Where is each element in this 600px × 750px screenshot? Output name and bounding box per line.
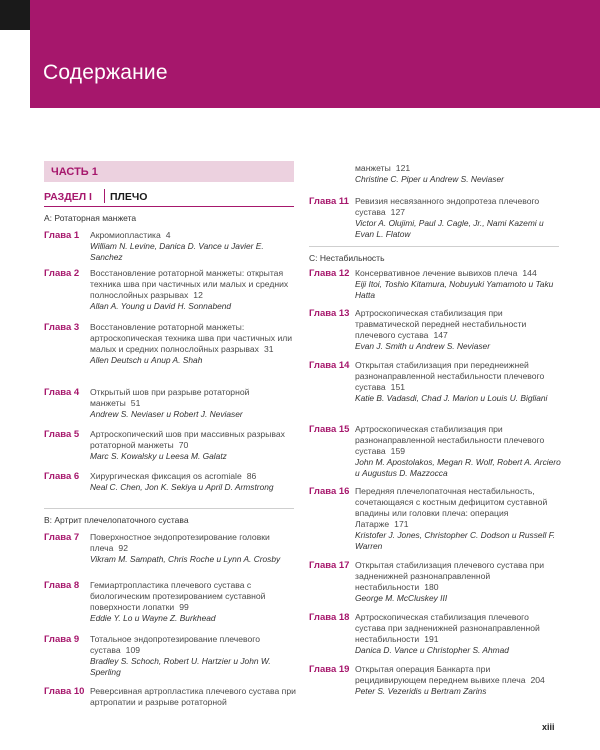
section-separator [309, 246, 559, 247]
section-underline [44, 206, 294, 207]
chapter-authors: Allen Deutsch и Anup A. Shah [90, 355, 203, 365]
chapter-title: Восстановление ротаторной манжеты: открытая техника шва при частичных или малых и средних полнослойных разрывах [90, 268, 289, 300]
chapter-authors: Danica D. Vance и Christopher S. Ahmad [355, 645, 509, 655]
chapter-label: Глава 16 [309, 486, 350, 497]
chapter-authors: Peter S. Vezeridis и Bertram Zarins [355, 686, 487, 696]
chapter-title: Консервативное лечение вывихов плеча [355, 268, 518, 278]
chapter-authors: Andrew S. Neviaser и Robert J. Neviaser [90, 409, 243, 419]
chapter-label: Глава 9 [44, 634, 80, 645]
chapter-authors: Allan A. Young и David H. Sonnabend [90, 301, 232, 311]
chapter-title: Артроскопический шов при массивных разрывах ротаторной манжеты [90, 429, 285, 450]
chapter-label: Глава 10 [44, 686, 85, 697]
chapter-page: 204 [530, 675, 545, 685]
chapter-authors: John M. Apostolakos, Megan R. Wolf, Robert A. Arciero и Augustus D. Mazzocca [355, 457, 561, 478]
chapter-authors: Kristofer J. Jones, Christopher C. Dodson и Russell F. Warren [355, 530, 555, 551]
chapter-authors: Eddie Y. Lo и Wayne Z. Burkhead [90, 613, 216, 623]
chapter-page: 127 [390, 207, 406, 217]
chapter-label: Глава 3 [44, 322, 80, 333]
chapter-title: Открытый шов при разрыве ротаторной манжеты [90, 387, 250, 408]
chapter-label: Глава 18 [309, 612, 350, 623]
chapter-page: 12 [193, 290, 203, 300]
chapter-title: Хирургическая фиксация os acromiale [90, 471, 242, 481]
chapter-title: Артроскопическая стабилизация при травматической передней нестабильности плечевого сустава [355, 308, 527, 340]
chapter-authors: Neal C. Chen, Jon K. Sekiya и April D. Armstrong [90, 482, 274, 492]
subhead-b: B: Артрит плечелопаточного сустава [44, 515, 189, 525]
chapter-page: 151 [390, 382, 406, 392]
chapter-authors: William N. Levine, Danica D. Vance и Javier E. Sanchez [90, 241, 264, 262]
chapter-title: Ревизия несвязанного эндопротеза плечевого сустава [355, 196, 540, 217]
page-number: xiii [542, 722, 555, 732]
section-separator [44, 508, 294, 509]
chapter-authors: Victor A. Olujimi, Paul J. Cagle, Jr., Nami Kazemi и Evan L. Flatow [355, 218, 544, 239]
chapter-label: Глава 11 [309, 196, 349, 207]
chapter-page: 51 [130, 398, 141, 408]
chapter-label: Глава 12 [309, 268, 350, 279]
chapter-label: Глава 8 [44, 580, 80, 591]
chapter-page: 121 [395, 163, 411, 173]
chapter-page: 86 [246, 471, 257, 481]
header-band [30, 0, 600, 108]
chapter-label: Глава 5 [44, 429, 80, 440]
chapter-page: 180 [424, 582, 439, 592]
part-banner [44, 161, 294, 182]
subhead-c: C: Нестабильность [309, 253, 385, 263]
chapter-label: Глава 15 [309, 424, 350, 435]
chapter-page: 159 [390, 446, 406, 456]
chapter-title: Открытая стабилизация при переднеижней разнонаправленной нестабильности плечевого сустава [355, 360, 545, 392]
chapter-authors: Evan J. Smith и Andrew S. Neviaser [355, 341, 490, 351]
chapter-page: 147 [433, 330, 448, 340]
chapter-title: Поверхностное эндопротезирование головки плеча [90, 532, 270, 553]
chapter-title: Открытая операция Банкарта при рецидивирующем переднем вывихе плеча [355, 664, 526, 685]
chapter-title: Восстановление ротаторной манжеты: артроскопическая техника шва при частичных или малых и средних полнослойных разрывах [90, 322, 293, 354]
chapter-authors: Marc S. Kowalsky и Leesa M. Galatz [90, 451, 227, 461]
chapter-page: 99 [179, 602, 189, 612]
part-label: ЧАСТЬ 1 [51, 166, 98, 178]
chapter-page: 109 [125, 645, 141, 655]
chapter-label: Глава 4 [44, 387, 80, 398]
chapter-label: Глава 1 [44, 230, 80, 241]
subhead-a: A: Ротаторная манжета [44, 213, 137, 223]
chapter-title: Артроскопическая стабилизация при разнонаправленной нестабильности плечевого сустава [355, 424, 545, 456]
chapter-label: Глава 19 [309, 664, 350, 675]
chapter-title: Передняя плечелопаточная нестабильность, сочетающаяся с костным дефицитом суставной впадины или головки плеча: операция Латарже [355, 486, 548, 529]
chapter-page: 31 [263, 344, 274, 354]
chapter-authors: Katie B. Vadasdi, Chad J. Marion и Louis U. Bigliani [355, 393, 548, 403]
chapter-label: Глава 17 [309, 560, 350, 571]
chapter-page: 191 [424, 634, 439, 644]
chapter-title: Реверсивная артропластика плечевого сустава при артропатии и разрыве ротаторной [90, 686, 296, 707]
section-divider [104, 189, 105, 203]
chapter-label: Глава 13 [309, 308, 350, 319]
chapter-label: Глава 7 [44, 532, 80, 543]
chapter-page: 4 [165, 230, 171, 240]
chapter-label: Глава 2 [44, 268, 80, 279]
section-title: ПЛЕЧО [110, 191, 148, 203]
chapter-page: 171 [394, 519, 409, 529]
chapter-title: Тотальное эндопротезирование плечевого сустава [90, 634, 261, 655]
page-title: Содержание [43, 61, 168, 84]
section-label: РАЗДЕЛ I [44, 191, 92, 203]
chapter-authors: Eiji Itoi, Toshio Kitamura, Nobuyuki Yamamoto и Taku Hatta [355, 279, 554, 300]
chapter-title: Гемиартропластика плечевого сустава с биологическим протезированием суставной поверхности лопатки [90, 580, 266, 612]
chapter-title: манжеты [355, 163, 391, 173]
chapter-title: Акромиопластика [90, 230, 161, 240]
chapter-authors: Christine C. Piper и Andrew S. Neviaser [355, 174, 504, 184]
chapter-authors: Vikram M. Sampath, Chris Roche и Lynn A. Crosby [90, 554, 281, 564]
chapter-label: Глава 6 [44, 471, 80, 482]
chapter-page: 92 [118, 543, 128, 553]
chapter-page: 70 [178, 440, 189, 450]
chapter-title: Открытая стабилизация плечевого сустава при задненижней разнонаправленной нестабильности [355, 560, 544, 592]
chapter-authors: Bradley S. Schoch, Robert U. Hartzier и John W. Sperling [90, 656, 271, 677]
chapter-authors: George M. McCluskey III [355, 593, 448, 603]
chapter-title: Артроскопическая стабилизация плечевого сустава при задненижней разнонаправленной нестабильности [355, 612, 540, 644]
chapter-label: Глава 14 [309, 360, 350, 371]
chapter-page: 144 [522, 268, 537, 278]
